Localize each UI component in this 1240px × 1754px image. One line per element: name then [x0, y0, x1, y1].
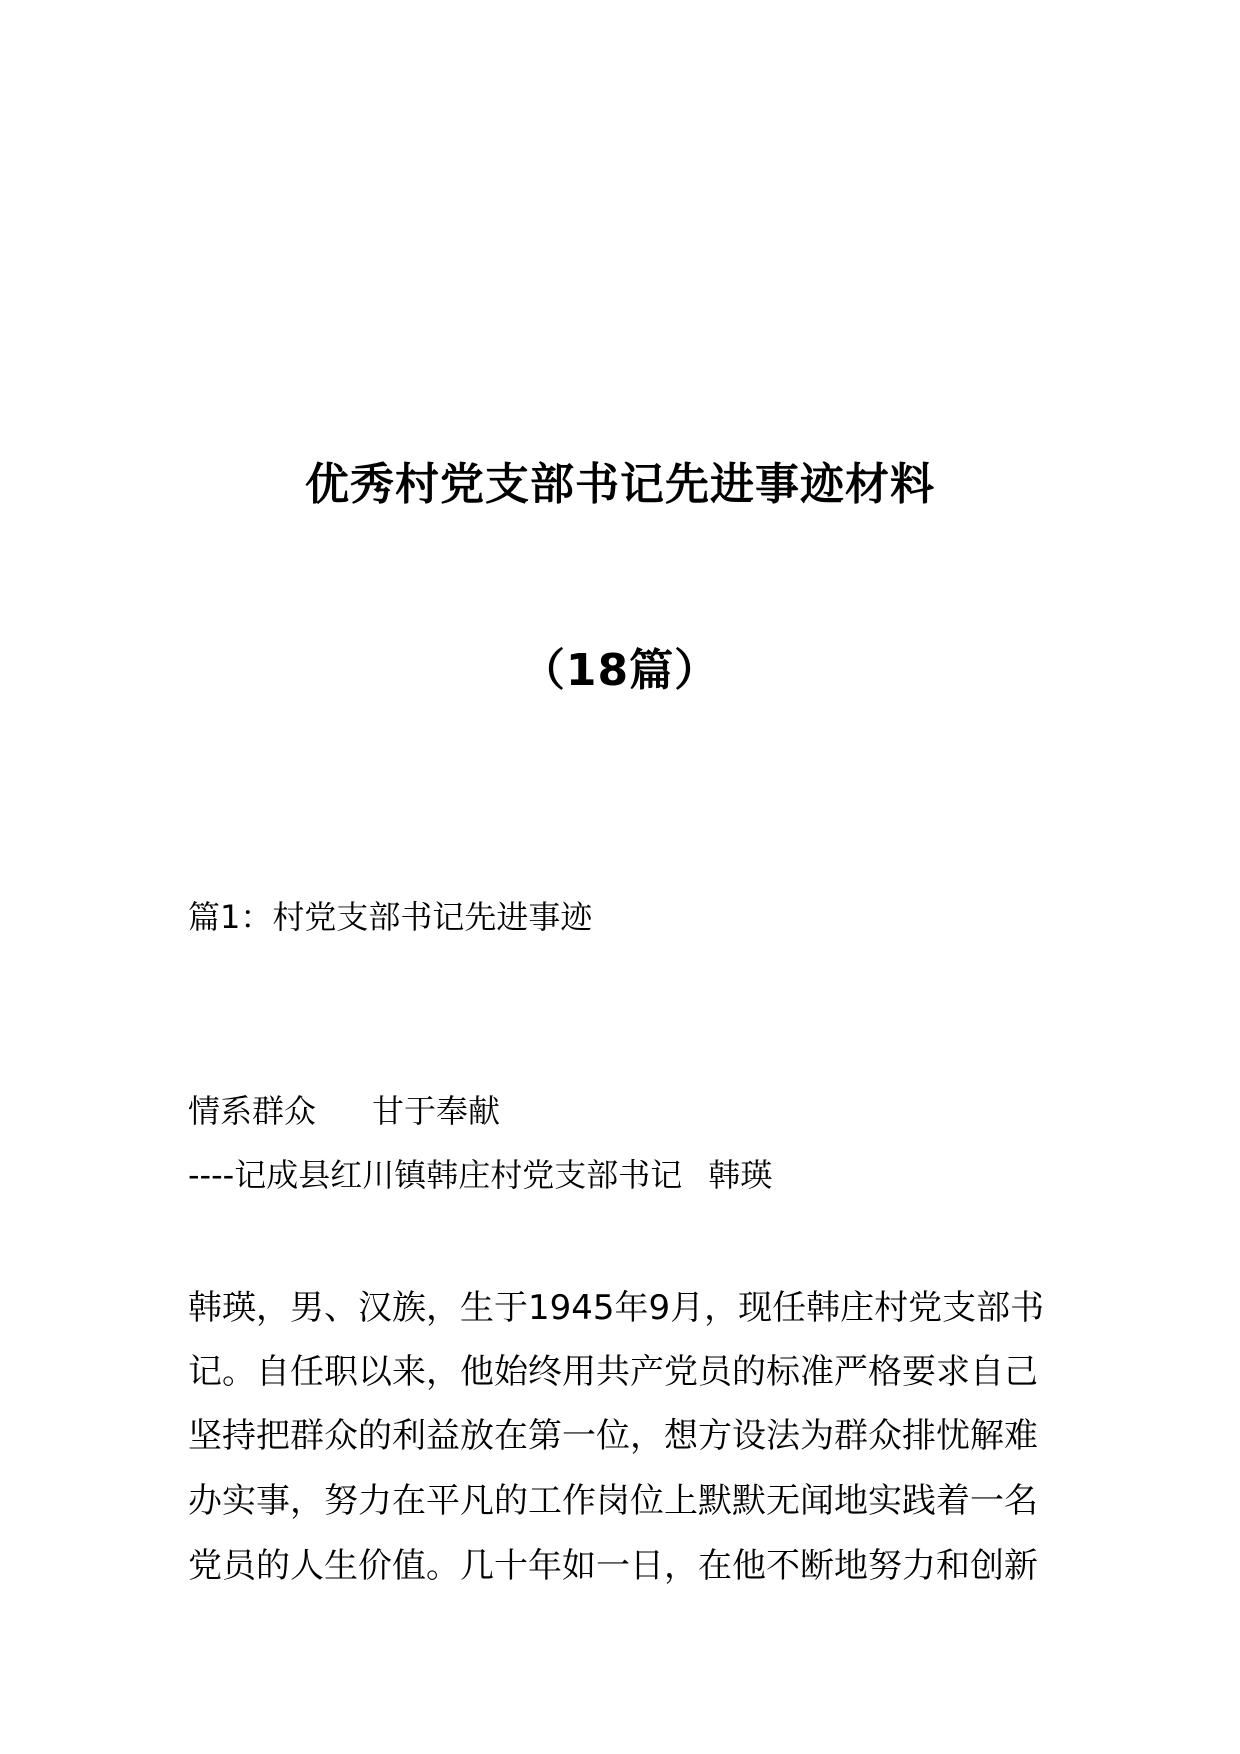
body-line: 办实事，努力在平凡的工作岗位上默默无闻地实践着一名 [188, 1481, 1038, 1521]
article-title [188, 1086, 500, 1132]
article-title-part1: 情系群众 [188, 1092, 317, 1130]
chapter-heading: 篇1：村党支部书记先进事迹 [188, 898, 593, 936]
byline-name: 韩瑛 [708, 1156, 773, 1194]
body-line: 党员的人生价值。几十年如一日，在他不断地努力和创新 [188, 1546, 1038, 1586]
byline-prefix: ----记成县红川镇韩庄村党支部书记 [188, 1156, 683, 1194]
document-title: 优秀村党支部书记先进事迹材料 [305, 459, 935, 510]
body-line: 坚持把群众的利益放在第一位，想方设法为群众排忧解难 [188, 1416, 1038, 1456]
document-subtitle: （18篇） [520, 645, 720, 696]
byline [188, 1150, 772, 1196]
body-line: 记。自任职以来，他始终用共产党员的标准严格要求自己 [188, 1352, 1038, 1392]
article-title-part2: 甘于奉献 [372, 1092, 501, 1130]
body-line: 韩瑛，男、汉族，生于1945年9月，现任韩庄村党支部书 [188, 1288, 1045, 1328]
